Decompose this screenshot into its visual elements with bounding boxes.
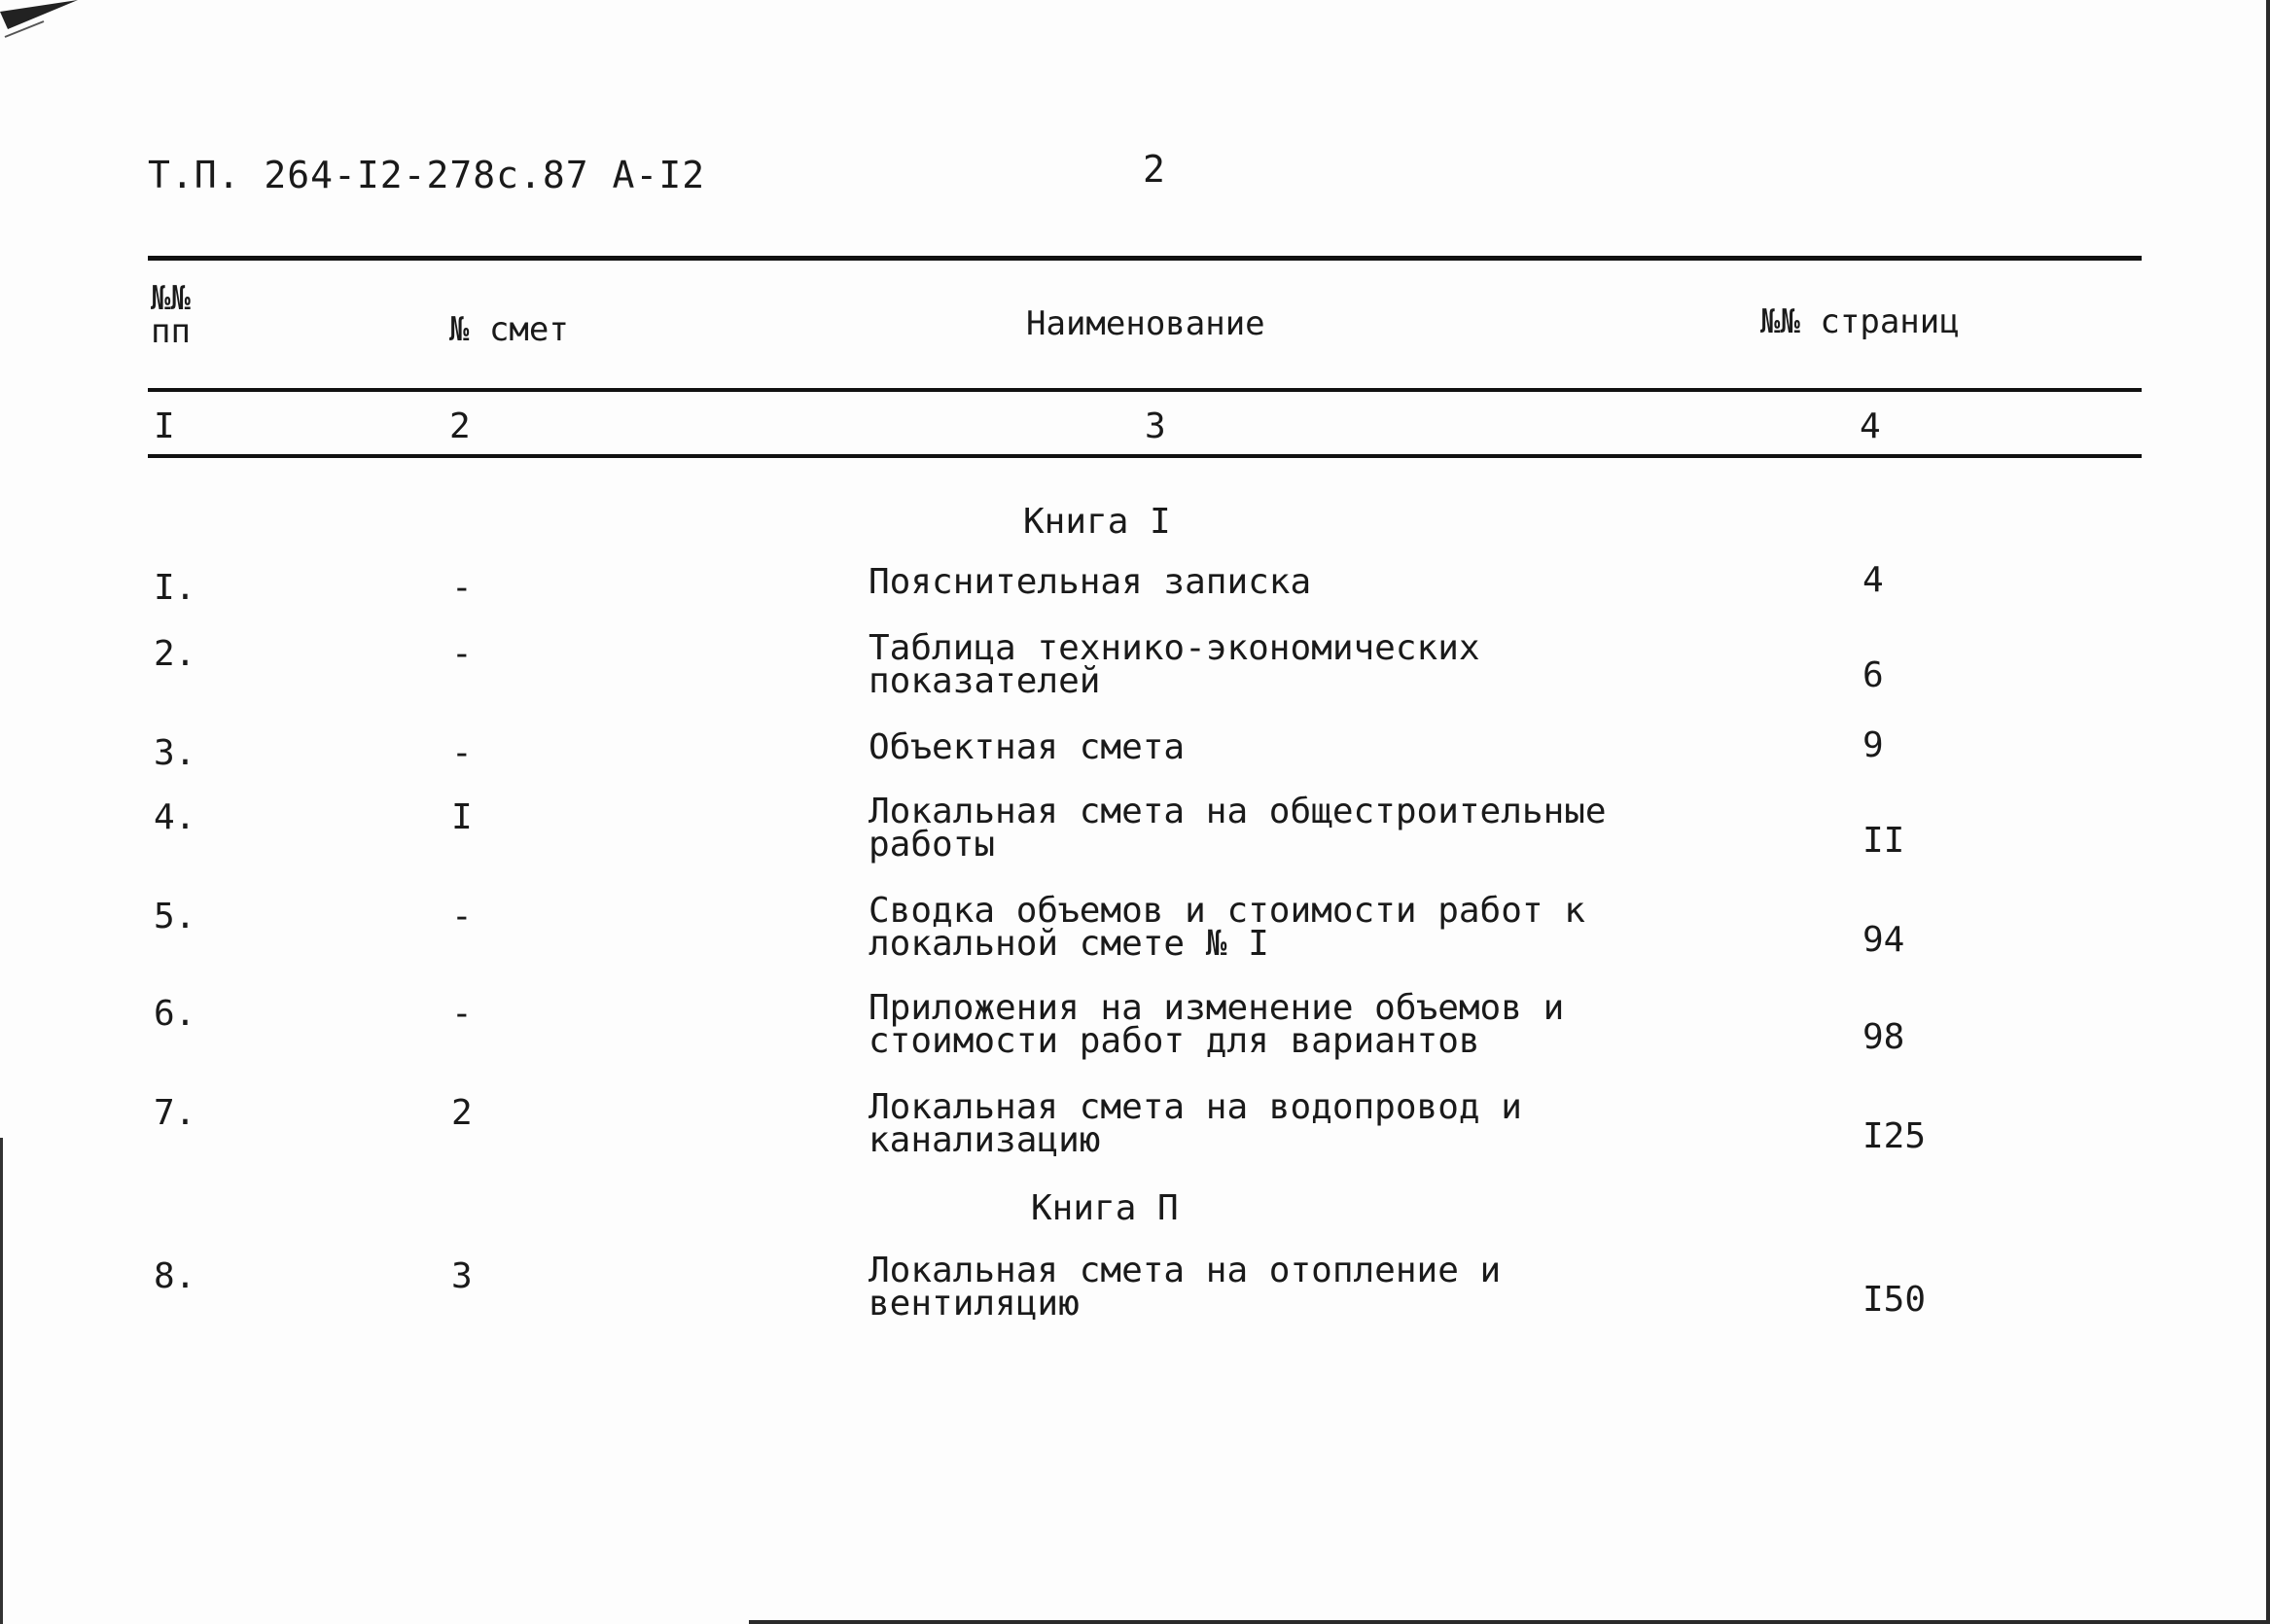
row-name: Локальная смета на общестроительные работы	[869, 792, 1607, 865]
row-name: Локальная смета на отопление и вентиляцию	[869, 1251, 1502, 1324]
row-number: 4.	[154, 797, 196, 837]
row-name: Локальная смета на водопровод и канализацию	[869, 1087, 1522, 1160]
row-page: I25	[1862, 1116, 1927, 1156]
row-estimate: -	[451, 897, 473, 936]
row-page: I50	[1862, 1280, 1927, 1320]
table-row	[0, 988, 2270, 1076]
corner-fold-mark	[0, 0, 88, 49]
page-number: 2	[1143, 148, 1165, 191]
book-2-title: Книга П	[1031, 1188, 1179, 1228]
document-code: Т.П. 264-I2-278с.87 А-I2	[148, 154, 706, 196]
row-name: Таблица технико-экономических показателей	[869, 628, 1480, 701]
table-row	[0, 1087, 2270, 1175]
row-name: Объектная смета	[869, 727, 1186, 767]
row-estimate: -	[451, 568, 473, 608]
book-1-title: Книга I	[1023, 502, 1171, 542]
row-name: Пояснительная записка	[869, 562, 1312, 602]
row-number: 6.	[154, 994, 196, 1034]
table-row	[0, 891, 2270, 978]
table-row	[0, 1251, 2270, 1338]
table-top-rule	[148, 256, 2142, 261]
row-page: 9	[1862, 725, 1884, 765]
column-header-num-line1: №№	[151, 279, 191, 318]
row-page: 4	[1862, 560, 1884, 600]
column-header-num	[151, 279, 209, 351]
row-number: 7.	[154, 1093, 196, 1133]
row-estimate: I	[451, 797, 473, 837]
column-number-4: 4	[1860, 406, 1881, 446]
row-page: 98	[1862, 1017, 1905, 1057]
row-name: Приложения на изменение объемов и стоимости работ для вариантов	[869, 988, 1565, 1061]
table-row	[0, 628, 2270, 716]
row-page: 94	[1862, 920, 1905, 960]
row-page: II	[1862, 821, 1905, 861]
row-estimate: -	[451, 994, 473, 1034]
row-estimate: -	[451, 634, 473, 674]
table-row	[0, 792, 2270, 879]
column-header-pages: №№ страниц	[1760, 302, 1960, 341]
column-header-estimate: № смет	[449, 310, 569, 349]
scan-edge-left	[0, 1138, 3, 1624]
row-estimate: 2	[451, 1093, 473, 1133]
column-number-2: 2	[449, 406, 471, 446]
column-number-3: 3	[1145, 406, 1166, 446]
row-number: I.	[154, 568, 196, 608]
scan-edge-bottom	[749, 1620, 2270, 1624]
row-number: 3.	[154, 733, 196, 773]
row-estimate: 3	[451, 1256, 473, 1296]
column-header-name: Наименование	[1026, 304, 1265, 343]
row-number: 2.	[154, 634, 196, 674]
row-page: 6	[1862, 655, 1884, 695]
column-number-1: I	[154, 406, 175, 446]
table-header-rule	[148, 388, 2142, 392]
table-numbers-rule	[148, 454, 2142, 458]
row-name: Сводка объемов и стоимости работ к локальной смете № I	[869, 891, 1585, 964]
row-number: 8.	[154, 1256, 196, 1296]
row-number: 5.	[154, 897, 196, 936]
column-header-num-line2: пп	[151, 312, 191, 351]
row-estimate: -	[451, 733, 473, 773]
